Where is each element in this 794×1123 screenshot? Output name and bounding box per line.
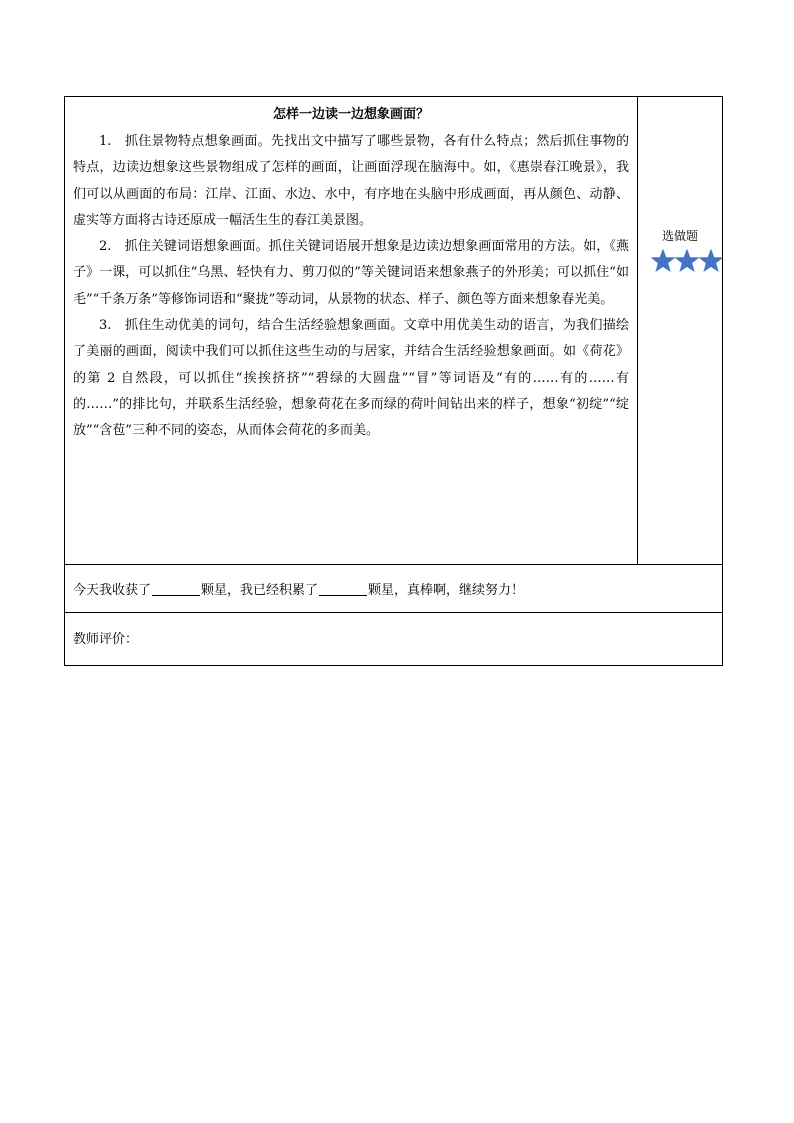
teacher-evaluation-row	[65, 613, 722, 665]
worksheet-table	[64, 96, 723, 666]
side-cell	[638, 97, 722, 564]
summary-row	[65, 565, 722, 613]
summary-text-3: 颗星，真棒啊，继续努力！	[368, 583, 525, 598]
paragraph-1: 1. 抓住景物特点想象画面。先找出文中描写了哪些景物，各有什么特点；然后抓住事物的特点，边读边想象这些景物组成了怎样的画面，让画面浮现在脑海中。如，《惠崇春江晚景》，我们可以从画面的布局：江岸、江面、水边、水中，有序地在头脑中形成画面，再从颜色、动静、虚实等方面将古诗还原成一幅活生生的春江美景图。	[73, 134, 629, 228]
star-icon	[699, 249, 723, 273]
teacher-evaluation-label: 教师评价：	[73, 631, 139, 647]
star-rating	[651, 249, 723, 273]
star-icon	[651, 249, 675, 273]
summary-text-2: 颗星，我已经积累了	[201, 583, 319, 598]
content-cell	[65, 97, 638, 564]
content-row	[65, 97, 722, 565]
star-icon	[675, 249, 699, 273]
paragraph-3: 3. 抓住生动优美的词句，结合生活经验想象画面。文章中用优美生动的语言，为我们描绘了美丽的画面，阅读中我们可以抓住这些生动的与居家，并结合生活经验想象画面。如《荷花》的第 2 自然段，可以抓住“挨挨挤挤”“碧绿的大圆盘”“冒”等词语及“有的……有的……有的……”的排比句，并联系生活经验，想象荷花在多而绿的荷叶间钻出来的样子，想象“初绽”“绽放”“含苞”三种不同的姿态，从而体会荷花的多而美。	[73, 318, 629, 439]
earned-stars-blank[interactable]	[152, 582, 200, 596]
optional-task-label: 选做题	[661, 229, 698, 243]
total-stars-blank[interactable]	[319, 582, 367, 596]
summary-text-1: 今天我收获了	[73, 583, 152, 598]
section-title: 怎样一边读一边想象画面？	[272, 107, 429, 122]
paragraph-2: 2. 抓住关键词语想象画面。抓住关键词语展开想象是边读边想象画面常用的方法。如，《燕子》一课，可以抓住“乌黑、轻快有力、剪刀似的”等关键词语来想象燕子的外形美；可以抓住“如毛”“千条万条”等修饰词语和“聚拢”等动词，从景物的状态、样子、颜色等方面来想象春光美。	[73, 239, 629, 307]
